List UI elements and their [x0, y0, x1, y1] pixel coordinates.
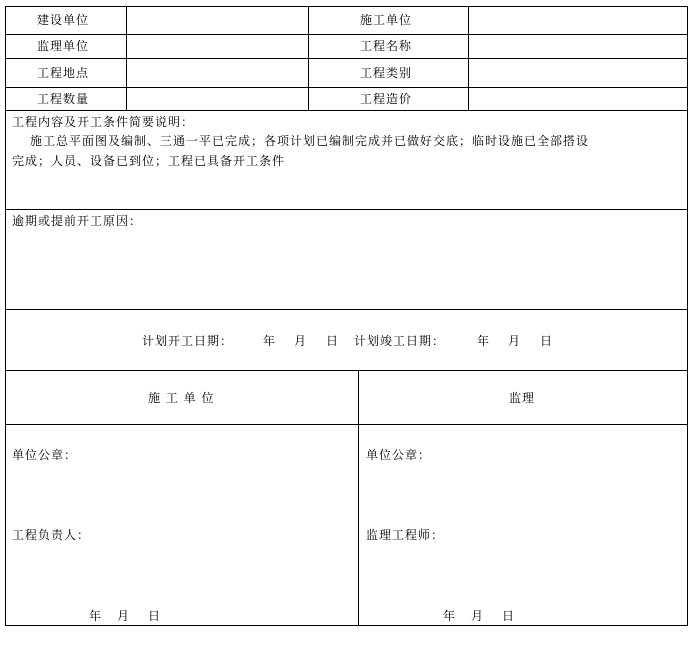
contractor-seal-label: 单位公章：: [12, 448, 78, 462]
start-application-form: [5, 6, 688, 626]
grid-line: [5, 6, 6, 626]
content-title: 工程内容及开工条件简要说明：: [12, 115, 195, 129]
supervisor-day-label: 日: [502, 609, 516, 623]
start-date-label: 计划开工日期：: [142, 334, 234, 348]
contractor-year-label: 年: [89, 609, 103, 623]
grid-line: [5, 87, 688, 88]
grid-line: [5, 110, 688, 111]
grid-line: [126, 6, 127, 110]
supervisor-month-label: 月: [471, 609, 485, 623]
grid-line: [5, 58, 688, 59]
start-month-label: 月: [294, 334, 308, 348]
grid-line: [5, 209, 688, 210]
overdue-title: 逾期或提前开工原因：: [12, 214, 143, 228]
contractor-title: 施 工 单 位: [148, 391, 215, 405]
contractor-person-label: 工程负责人：: [12, 528, 91, 542]
start-day-label: 日: [326, 334, 340, 348]
supervisor-person-label: 监理工程师：: [366, 528, 445, 542]
grid-line: [5, 6, 688, 7]
content-body-line1: 施工总平面图及编制、三通一平已完成；各项计划已编制完成并已做好交底；临时设施已全部搭设: [30, 134, 590, 148]
end-month-label: 月: [508, 334, 522, 348]
label-location: 工程地点: [37, 66, 90, 80]
end-date-label: 计划竣工日期：: [354, 334, 446, 348]
label-construction-unit: 施工单位: [360, 13, 413, 27]
content-body-line2: 完成；人员、设备已到位；工程已具备开工条件: [12, 154, 286, 168]
grid-line: [358, 370, 359, 626]
end-year-label: 年: [477, 334, 491, 348]
supervisor-title: 监理: [509, 391, 536, 405]
end-day-label: 日: [540, 334, 554, 348]
grid-line: [308, 6, 309, 110]
label-project-category: 工程类别: [360, 66, 413, 80]
supervisor-year-label: 年: [443, 609, 457, 623]
label-owner: 建设单位: [37, 13, 90, 27]
label-project-cost: 工程造价: [360, 92, 413, 106]
grid-line: [687, 6, 688, 626]
label-supervision-unit: 监理单位: [37, 39, 90, 53]
contractor-day-label: 日: [148, 609, 162, 623]
grid-line: [5, 370, 688, 371]
grid-line: [5, 309, 688, 310]
grid-line: [468, 6, 469, 110]
contractor-month-label: 月: [117, 609, 131, 623]
grid-line: [5, 424, 688, 425]
grid-line: [5, 625, 688, 626]
label-quantity: 工程数量: [37, 92, 90, 106]
label-project-name: 工程名称: [360, 39, 413, 53]
grid-line: [5, 34, 688, 35]
start-year-label: 年: [263, 334, 277, 348]
supervisor-seal-label: 单位公章：: [366, 448, 432, 462]
